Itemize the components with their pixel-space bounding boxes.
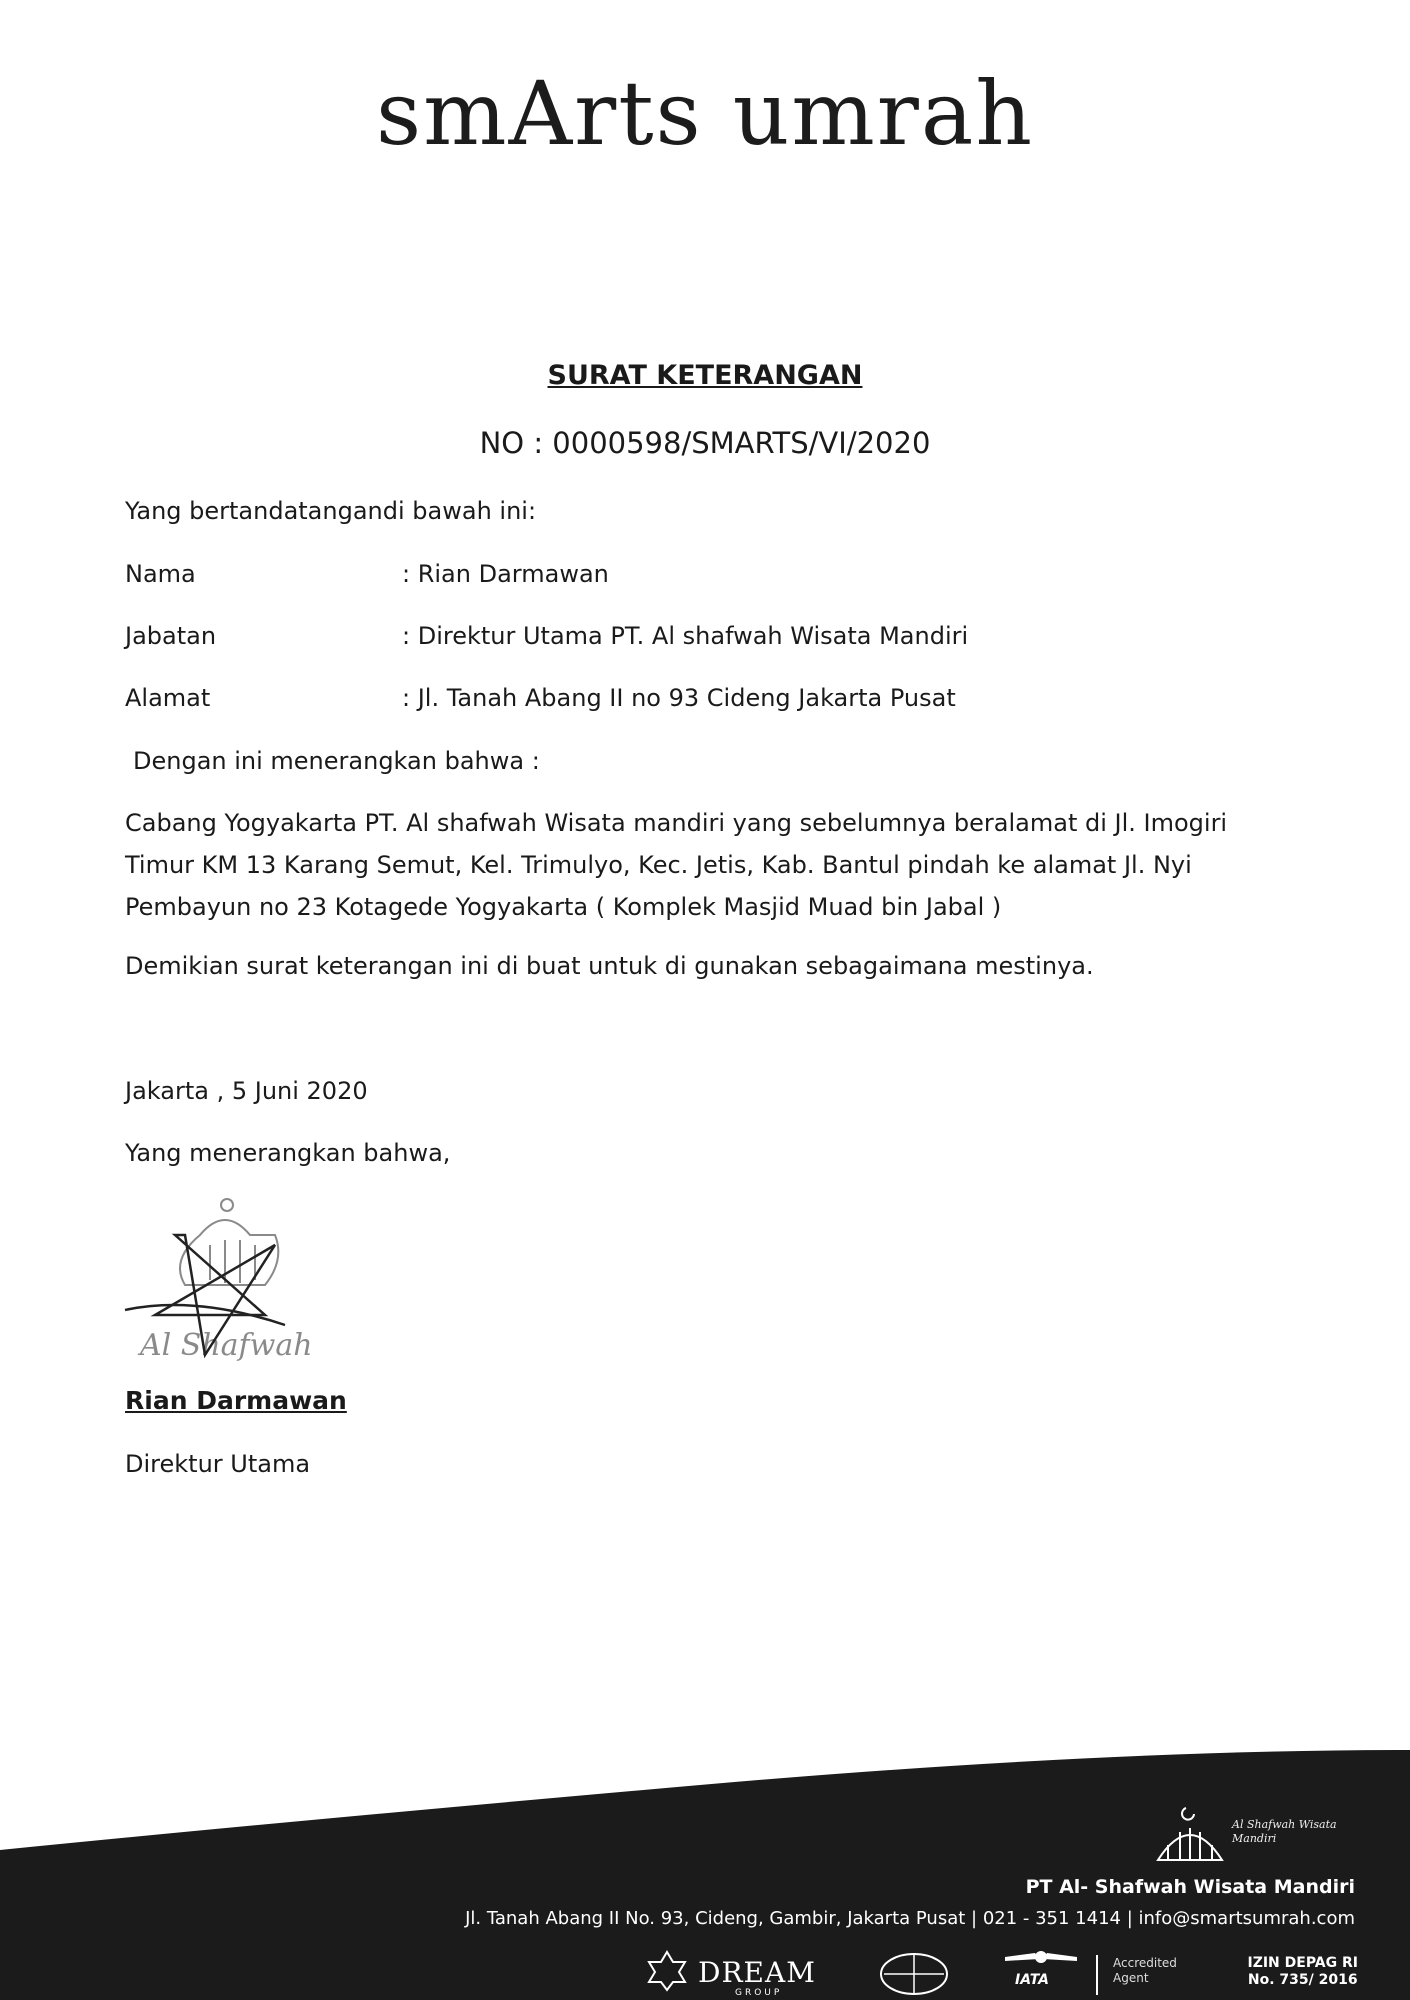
footer-address: Jl. Tanah Abang II No. 93, Cideng, Gambir, Jakarta Pusat | 021 - 351 1414 | info@smartsumrah.com	[465, 1908, 1355, 1929]
izin-line2: No. 735/ 2016	[1247, 1971, 1358, 1988]
field-value-alamat: : Jl. Tanah Abang II no 93 Cideng Jakarta Pusat	[402, 684, 956, 712]
statement-paragraph: Cabang Yogyakarta PT. Al shafwah Wisata mandiri yang sebelumnya beralamat di Jl. Imogiri Timur KM 13 Karang Semut, Kel. Trimulyo, Kec. Jetis, Kab. Bantul pindah ke alamat Jl. Nyi Pembayun no 23 Kotagede Yogyakarta ( Komplek Masjid Muad bin Jabal )	[125, 809, 1228, 921]
field-label-jabatan: Jabatan	[125, 622, 217, 650]
intro-text: Yang bertandatangandi bawah ini:	[125, 497, 537, 525]
dream-logo-icon	[643, 1950, 691, 1992]
field-value-jabatan: : Direktur Utama PT. Al shafwah Wisata Mandiri	[402, 622, 969, 650]
document-title: SURAT KETERANGAN	[547, 360, 863, 391]
field-label-alamat: Alamat	[125, 684, 211, 712]
footer-divider	[1096, 1955, 1098, 1995]
mosque-logo-icon	[1150, 1800, 1230, 1870]
izin-depag	[1247, 1955, 1358, 1989]
field-value-nama: : Rian Darmawan	[402, 560, 609, 588]
signature-stamp	[115, 1175, 395, 1395]
stamp-text-mark: Al Shafwah	[140, 1328, 313, 1363]
statement-intro: Dengan ini menerangkan bahwa :	[133, 747, 540, 775]
signer-name: Rian Darmawan	[125, 1386, 347, 1415]
signer-title: Direktur Utama	[125, 1450, 311, 1478]
iata-logo-icon	[1005, 1945, 1077, 1971]
closing-text: Demikian surat keterangan ini di buat untuk di gunakan sebagaimana mestinya.	[125, 952, 1094, 980]
document-number: NO : 0000598/SMARTS/VI/2020	[479, 426, 931, 460]
signoff-text: Yang menerangkan bahwa,	[125, 1139, 451, 1167]
footer-brand-mark: Al Shafwah Wisata Mandiri	[1232, 1818, 1337, 1846]
dream-logo: DREAM	[698, 1956, 816, 1989]
izin-line1: IZIN DEPAG RI	[1247, 1955, 1358, 1971]
footer-company: PT Al- Shafwah Wisata Mandiri	[1025, 1876, 1355, 1898]
field-label-nama: Nama	[125, 560, 196, 588]
iata-logo: IATA	[1015, 1972, 1050, 1988]
accredited-agent: Accredited Agent	[1113, 1956, 1177, 1985]
place-date: Jakarta , 5 Juni 2020	[125, 1077, 368, 1105]
asita-logo-icon	[878, 1950, 950, 1998]
dream-sub: GROUP	[735, 1988, 783, 1998]
smarts-umrah-logo: smArts umrah	[375, 62, 1035, 165]
